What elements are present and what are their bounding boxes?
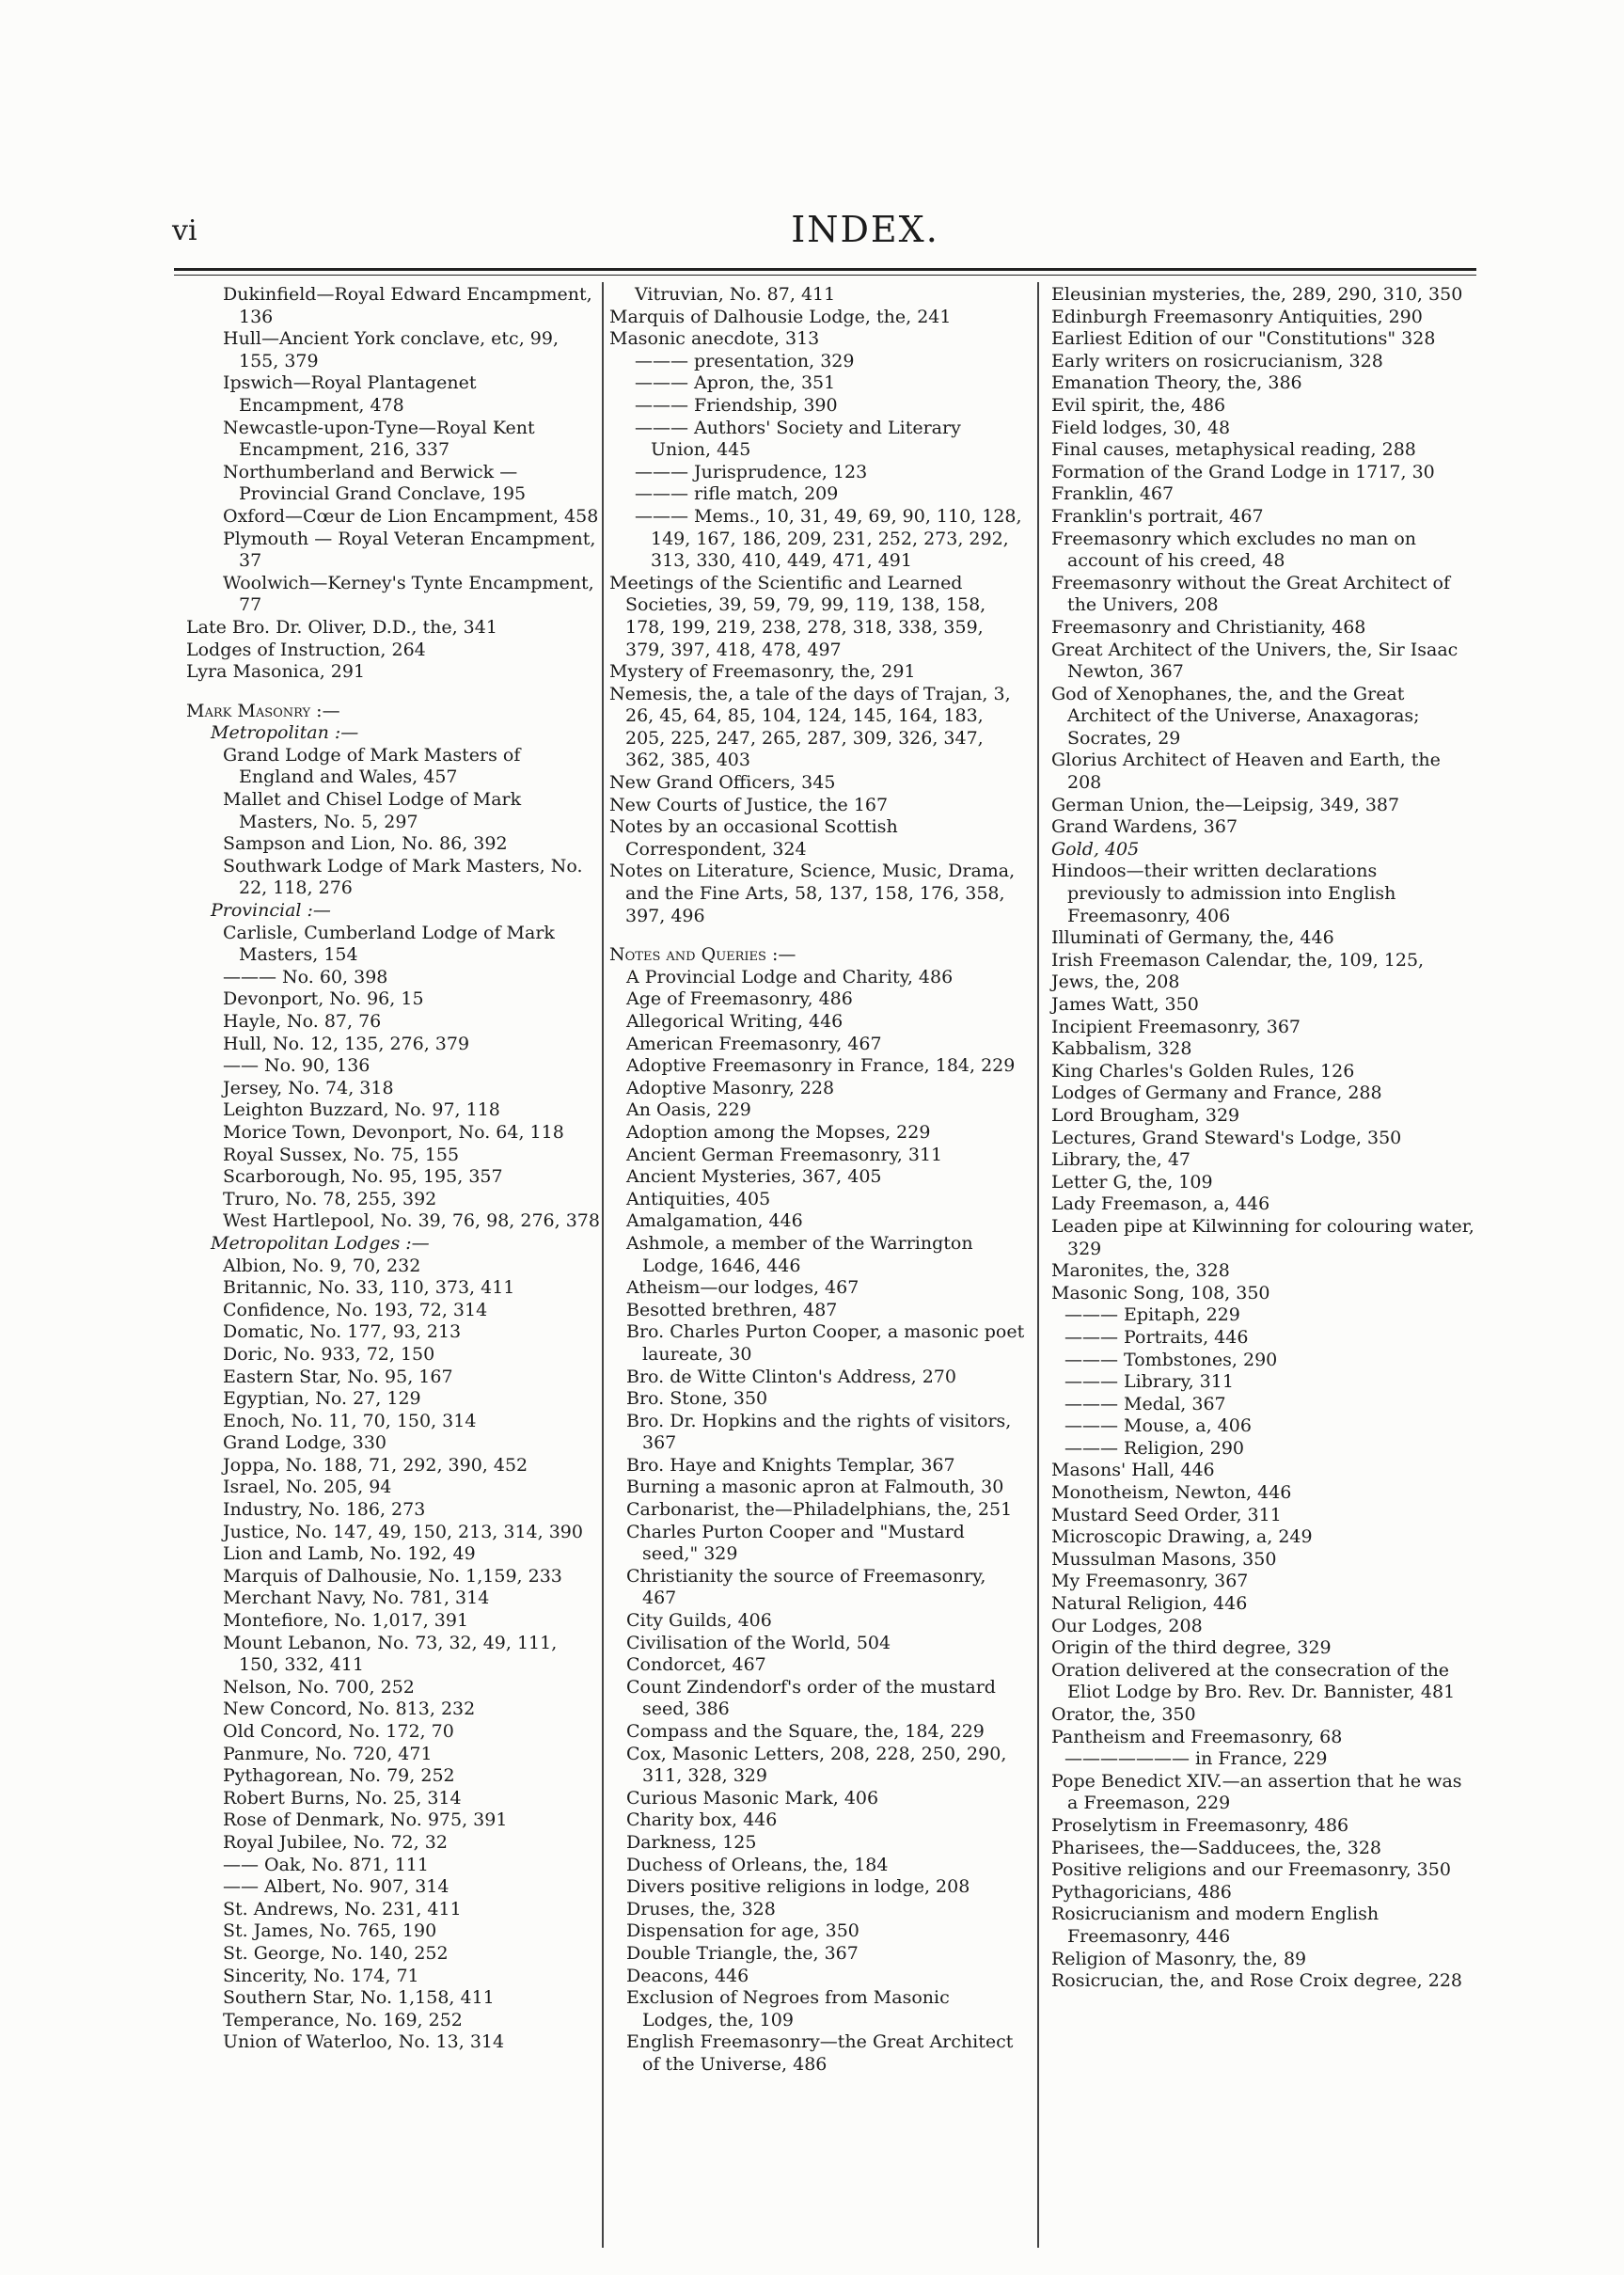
index-entry: Amalgamation, 446 — [626, 1210, 803, 1232]
index-entry: Hindoos—their written declarations previously to admission into English Freemasonry, 406 — [1051, 861, 1396, 926]
index-entry: Doric, No. 933, 72, 150 — [223, 1343, 435, 1365]
index-entry: ——— Jurisprudence, 123 — [635, 461, 868, 482]
index-entry: Leaden pipe at Kilwinning for colouring water, 329 — [1051, 1215, 1474, 1259]
index-entry: Lodges of Instruction, 264 — [186, 639, 426, 660]
index-entry: Meetings of the Scientific and Learned Societies, 39, 59, 79, 99, 119, 138, 158, 178, 199, 219, 238, 278, 318, 338, 359, 379, 397, 418, 478, 497 — [609, 572, 986, 660]
index-entry: Eleusinian mysteries, the, 289, 290, 310, 350 — [1051, 284, 1463, 305]
index-entry: Incipient Freemasonry, 367 — [1051, 1016, 1301, 1037]
index-entry: Charity box, 446 — [626, 1809, 778, 1831]
notes-and-queries-heading: Notes and Queries :— — [609, 944, 796, 966]
p-r-entries — [1051, 1771, 1474, 1993]
index-entry: Letter G, the, 109 — [1051, 1171, 1213, 1193]
index-entry: —— Albert, No. 907, 314 — [223, 1876, 449, 1898]
index-entry: Leighton Buzzard, No. 97, 118 — [223, 1099, 500, 1121]
index-entry: Marquis of Dalhousie Lodge, the, 241 — [609, 306, 952, 327]
index-entry: Ashmole, a member of the Warrington Lodge, 1646, 446 — [626, 1232, 973, 1276]
index-entry: Vitruvian, No. 87, 411 — [635, 284, 836, 305]
mark-masonry-heading: Mark Masonry :— — [186, 700, 340, 721]
index-entry: Domatic, No. 177, 93, 213 — [223, 1321, 462, 1343]
metropolitan-heading: Metropolitan :— — [211, 722, 359, 744]
index-entry: Justice, No. 147, 49, 150, 213, 314, 390 — [223, 1521, 583, 1542]
index-entry: Adoptive Freemasonry in France, 184, 229 — [626, 1055, 1016, 1077]
provincial-heading: Provincial :— — [211, 900, 331, 922]
masonic-subentries — [635, 351, 1025, 573]
index-entry: ——— Medal, 367 — [1064, 1393, 1226, 1414]
index-entry: Royal Jubilee, No. 72, 32 — [223, 1831, 448, 1853]
index-entry: Adoption among the Mopses, 229 — [626, 1121, 931, 1143]
index-entry: German Union, the—Leipsig, 349, 387 — [1051, 794, 1400, 815]
index-entry: Cox, Masonic Letters, 208, 228, 250, 290, 311, 328, 329 — [626, 1743, 1007, 1787]
pantheism-subentry — [1064, 1748, 1474, 1771]
index-entry: Origin of the third degree, 329 — [1051, 1637, 1332, 1659]
index-entry: Freemasonry and Christianity, 468 — [1051, 616, 1366, 638]
index-entry: Southwark Lodge of Mark Masters, No. 22, 118, 276 — [223, 855, 583, 899]
m-entries — [609, 307, 1025, 351]
index-entry: Mystery of Freemasonry, the, 291 — [609, 661, 916, 683]
index-entry: My Freemasonry, 367 — [1051, 1571, 1249, 1592]
e-g-entries — [1051, 284, 1474, 839]
index-entry: Oxford—Cœur de Lion Encampment, 458 — [223, 505, 599, 527]
index-entry: Microscopic Drawing, a, 249 — [1051, 1526, 1313, 1548]
index-entry: Library, the, 47 — [1051, 1149, 1191, 1171]
index-entry: Hull, No. 12, 135, 276, 379 — [223, 1033, 470, 1054]
index-entry: Druses, the, 328 — [626, 1898, 776, 1920]
index-entry: Northumberland and Berwick — Provincial Grand Conclave, 195 — [223, 461, 527, 505]
index-entry: Great Architect of the Univers, the, Sir Isaac Newton, 367 — [1051, 639, 1458, 683]
index-entry: Grand Wardens, 367 — [1051, 816, 1238, 838]
index-entry: Field lodges, 30, 48 — [1051, 417, 1231, 438]
index-entry: Atheism—our lodges, 467 — [626, 1277, 859, 1299]
metropolitan-entries — [223, 745, 601, 900]
index-entry: Kabbalism, 328 — [1051, 1038, 1192, 1060]
index-entry: —— Oak, No. 871, 111 — [223, 1854, 429, 1875]
index-entry: A Provincial Lodge and Charity, 486 — [626, 966, 954, 987]
m-n-entries — [609, 573, 1025, 928]
column-divider-right — [1037, 282, 1039, 2248]
index-entry: Sincerity, No. 174, 71 — [223, 1965, 419, 1986]
index-entry: Robert Burns, No. 25, 314 — [223, 1787, 462, 1809]
index-entry: Allegorical Writing, 446 — [626, 1011, 844, 1032]
index-entry: ——— Portraits, 446 — [1064, 1326, 1249, 1348]
index-entry: Plymouth — Royal Veteran Encampment, 37 — [223, 528, 596, 572]
index-entry: Bro. Charles Purton Cooper, a masonic poet laureate, 30 — [626, 1321, 1025, 1365]
index-entry: Dukinfield—Royal Edward Encampment, 136 — [223, 284, 592, 327]
index-entry: Egyptian, No. 27, 129 — [223, 1388, 421, 1410]
index-entry: Formation of the Grand Lodge in 1717, 30 — [1051, 461, 1435, 482]
index-entry: Lord Brougham, 329 — [1051, 1104, 1240, 1126]
index-entry: Confidence, No. 193, 72, 314 — [223, 1299, 488, 1320]
header-rule-thick — [174, 268, 1476, 271]
index-entry: Pantheism and Freemasonry, 68 — [1051, 1726, 1343, 1747]
index-entry: Notes by an occasional Scottish Correspondent, 324 — [609, 816, 898, 860]
index-entry: American Freemasonry, 467 — [626, 1033, 882, 1054]
index-entry: Final causes, metaphysical reading, 288 — [1051, 439, 1416, 461]
index-entry: Mallet and Chisel Lodge of Mark Masters, No. 5, 297 — [223, 789, 522, 832]
index-entry: ——— rifle match, 209 — [635, 483, 839, 505]
index-entry: Exclusion of Negroes from Masonic Lodges, the, 109 — [626, 1987, 950, 2030]
index-entry: New Concord, No. 813, 232 — [223, 1698, 476, 1720]
index-entry: Evil spirit, the, 486 — [1051, 394, 1226, 416]
index-entry: ——— Apron, the, 351 — [635, 372, 836, 394]
index-entry: New Courts of Justice, the 167 — [609, 794, 889, 815]
index-entry: Pope Benedict XIV.—an assertion that he was a Freemason, 229 — [1051, 1770, 1462, 1814]
index-entry: James Watt, 350 — [1051, 994, 1199, 1015]
index-entry: Orator, the, 350 — [1051, 1704, 1196, 1725]
index-entry: Pythagoricians, 486 — [1051, 1881, 1232, 1903]
index-entry: Britannic, No. 33, 110, 373, 411 — [223, 1277, 515, 1299]
page-title: INDEX. — [791, 209, 939, 250]
index-entry: Civilisation of the World, 504 — [626, 1632, 891, 1653]
index-entry: Masonic Song, 108, 350 — [1051, 1282, 1270, 1303]
index-entry: Edinburgh Freemasonry Antiquities, 290 — [1051, 306, 1423, 327]
index-entry: Mussulman Masons, 350 — [1051, 1548, 1277, 1570]
index-entry: Monotheism, Newton, 446 — [1051, 1482, 1292, 1504]
vitruvian-entry — [635, 284, 1025, 307]
index-entry: —— No. 90, 136 — [223, 1055, 371, 1077]
index-entry: Freemasonry without the Great Architect of the Univers, 208 — [1051, 572, 1451, 616]
index-entry: Temperance, No. 169, 252 — [223, 2009, 463, 2030]
index-entry: ——— Mouse, a, 406 — [1064, 1415, 1252, 1437]
index-entry: Bro. Stone, 350 — [626, 1388, 768, 1410]
index-entry: Illuminati of Germany, the, 446 — [1051, 927, 1334, 949]
column-divider-left — [602, 282, 604, 2248]
index-entry: Rosicrucian, the, and Rose Croix degree, 228 — [1051, 1970, 1463, 1992]
index-entry: Positive religions and our Freemasonry, 350 — [1051, 1859, 1451, 1881]
index-entry: Morice Town, Devonport, No. 64, 118 — [223, 1121, 564, 1143]
masonic-subentries-col3 — [1064, 1304, 1474, 1460]
metropolitan-lodges-heading: Metropolitan Lodges :— — [211, 1232, 430, 1254]
index-entry: Notes on Literature, Science, Music, Drama, and the Fine Arts, 58, 137, 158, 176, 358, 397, 496 — [609, 861, 1016, 926]
index-entry: Dispensation for age, 350 — [626, 1920, 859, 1942]
index-entry: Irish Freemason Calendar, the, 109, 125, — [1051, 949, 1425, 971]
index-entry: Woolwich—Kerney's Tynte Encampment, 77 — [223, 572, 594, 616]
index-entry: St. George, No. 140, 252 — [223, 1942, 449, 1964]
index-column-3 — [1051, 284, 1474, 1993]
index-entry: Glorius Architect of Heaven and Earth, the 208 — [1051, 750, 1441, 794]
index-entry: Rosicrucianism and modern English Freemasonry, 446 — [1051, 1904, 1380, 1947]
index-entry: Divers positive religions in lodge, 208 — [626, 1876, 970, 1898]
index-entry: Burning a masonic apron at Falmouth, 30 — [626, 1477, 1004, 1498]
header-rule-thin — [174, 275, 1476, 276]
index-entry: Lyra Masonica, 291 — [186, 661, 366, 683]
index-column-2 — [609, 284, 1025, 2077]
index-entry: Curious Masonic Mark, 406 — [626, 1787, 879, 1809]
index-entry: Our Lodges, 208 — [1051, 1615, 1203, 1636]
index-entry: ——————— in France, 229 — [1064, 1748, 1328, 1770]
index-entry: Hull—Ancient York conclave, etc, 99, 155, 379 — [223, 328, 559, 371]
index-entry: Oration delivered at the consecration of the Eliot Lodge by Bro. Rev. Dr. Bannister, 481 — [1051, 1659, 1456, 1703]
index-entry: ——— Religion, 290 — [1064, 1437, 1245, 1459]
index-entry: Albion, No. 9, 70, 232 — [223, 1255, 421, 1276]
index-entry: ——— Library, 311 — [1064, 1371, 1234, 1393]
index-entry: Carbonarist, the—Philadelphians, the, 251 — [626, 1499, 1013, 1521]
index-entry: Royal Sussex, No. 75, 155 — [223, 1144, 460, 1165]
index-entry: ——— Friendship, 390 — [635, 394, 838, 416]
index-entry: Pythagorean, No. 79, 252 — [223, 1765, 455, 1787]
index-entry: Panmure, No. 720, 471 — [223, 1743, 433, 1764]
index-entry: Nemesis, the, a tale of the days of Trajan, 3, 26, 45, 64, 85, 104, 124, 145, 164, 183, 205, 225, 247, 265, 287, 309, 326, 347, 362, 385, 403 — [609, 683, 1011, 771]
index-entry: ——— Authors' Society and Literary Union, 445 — [635, 417, 961, 461]
index-entry: Proselytism in Freemasonry, 486 — [1051, 1814, 1349, 1836]
index-entry: Darkness, 125 — [626, 1831, 757, 1853]
index-entry: Jersey, No. 74, 318 — [223, 1077, 394, 1098]
index-column-1 — [186, 284, 601, 2054]
index-entry: Industry, No. 186, 273 — [223, 1499, 426, 1521]
page-number: vi — [172, 214, 197, 247]
notes-and-queries-entries — [626, 967, 1025, 2077]
m-p-entries — [1051, 1460, 1474, 1748]
index-entry: An Oasis, 229 — [626, 1099, 751, 1121]
provincial-entries — [223, 923, 601, 1233]
index-entry: Bro. de Witte Clinton's Address, 270 — [626, 1366, 956, 1387]
index-entry: Bro. Dr. Hopkins and the rights of visitors, 367 — [626, 1410, 1012, 1454]
encampment-entries — [223, 284, 601, 617]
index-entry: Israel, No. 205, 94 — [223, 1477, 392, 1498]
index-entry: Grand Lodge, 330 — [223, 1432, 386, 1454]
index-entry: Pharisees, the—Sadducees, the, 328 — [1051, 1837, 1382, 1858]
h-m-entries — [1051, 861, 1474, 1304]
index-entry: God of Xenophanes, the, and the Great Architect of the Universe, Anaxagoras; Socrates, 29 — [1051, 683, 1420, 749]
metropolitan-lodges-entries — [223, 1256, 601, 2054]
index-entry: Devonport, No. 96, 15 — [223, 988, 424, 1010]
index-entry: Franklin's portrait, 467 — [1051, 505, 1264, 527]
index-entry: Masons' Hall, 446 — [1051, 1460, 1215, 1481]
index-entry: Sampson and Lion, No. 86, 392 — [223, 833, 508, 855]
index-entry: ——— Tombstones, 290 — [1064, 1349, 1278, 1370]
index-entry: Double Triangle, the, 367 — [626, 1942, 859, 1964]
gold-entry: Gold, 405 — [1051, 838, 1140, 860]
index-entry: Union of Waterloo, No. 13, 314 — [223, 2031, 505, 2053]
index-entry: Condorcet, 467 — [626, 1654, 766, 1676]
index-entry: Mustard Seed Order, 311 — [1051, 1504, 1282, 1525]
index-entry: Adoptive Masonry, 228 — [626, 1077, 835, 1098]
index-entry: Duchess of Orleans, the, 184 — [626, 1854, 889, 1875]
index-entry: Early writers on rosicrucianism, 328 — [1051, 350, 1383, 371]
index-entry: Montefiore, No. 1,017, 391 — [223, 1610, 469, 1632]
index-entry: Lady Freemason, a, 446 — [1051, 1193, 1270, 1215]
index-entry: Christianity the source of Freemasonry, 467 — [626, 1565, 986, 1609]
index-entry: Ipswich—Royal Plantagenet Encampment, 478 — [223, 372, 477, 416]
index-entry: Marquis of Dalhousie, No. 1,159, 233 — [223, 1565, 562, 1587]
index-entry: Lectures, Grand Steward's Lodge, 350 — [1051, 1127, 1402, 1148]
index-entry: Freemasonry which excludes no man on account of his creed, 48 — [1051, 528, 1416, 572]
index-entry: City Guilds, 406 — [626, 1610, 772, 1632]
index-entry: New Grand Officers, 345 — [609, 772, 836, 794]
index-entry: Count Zindendorf's order of the mustard seed, 386 — [626, 1676, 996, 1720]
index-entry: Ancient German Freemasonry, 311 — [626, 1144, 943, 1165]
index-entry: Lodges of Germany and France, 288 — [1051, 1082, 1382, 1104]
index-entry: Deacons, 446 — [626, 1965, 749, 1986]
index-entry: Rose of Denmark, No. 975, 391 — [223, 1809, 508, 1831]
index-entry: Grand Lodge of Mark Masters of England and Wales, 457 — [223, 744, 521, 788]
index-entry: Franklin, 467 — [1051, 483, 1175, 505]
index-entry: Ancient Mysteries, 367, 405 — [626, 1166, 882, 1188]
index-entry: Late Bro. Dr. Oliver, D.D., the, 341 — [186, 616, 497, 638]
index-entry: Earliest Edition of our "Constitutions" 328 — [1051, 328, 1436, 350]
index-entry: Eastern Star, No. 95, 167 — [223, 1366, 453, 1387]
index-entry: ——— presentation, 329 — [635, 350, 855, 371]
index-entry: Charles Purton Cooper and "Mustard seed," 329 — [626, 1521, 965, 1565]
index-entry: Hayle, No. 87, 76 — [223, 1011, 382, 1032]
index-entry: Masonic anecdote, 313 — [609, 328, 820, 350]
index-entry: St. James, No. 765, 190 — [223, 1920, 437, 1942]
index-entry: St. Andrews, No. 231, 411 — [223, 1898, 462, 1920]
index-entry: Scarborough, No. 95, 195, 357 — [223, 1166, 503, 1188]
index-entry: West Hartlepool, No. 39, 76, 98, 276, 378 — [223, 1210, 600, 1232]
index-entry: Old Concord, No. 172, 70 — [223, 1721, 454, 1742]
index-entry: Carlisle, Cumberland Lodge of Mark Masters, 154 — [223, 922, 555, 966]
index-entry: King Charles's Golden Rules, 126 — [1051, 1060, 1355, 1082]
index-entry: Mount Lebanon, No. 73, 32, 49, 111, 150, 332, 411 — [223, 1632, 558, 1676]
index-entry: Religion of Masonry, the, 89 — [1051, 1948, 1307, 1969]
index-entry: Natural Religion, 446 — [1051, 1593, 1248, 1615]
index-entry: Nelson, No. 700, 252 — [223, 1676, 415, 1698]
index-entry: English Freemasonry—the Great Architect of the Universe, 486 — [626, 2031, 1014, 2075]
index-entry: Truro, No. 78, 255, 392 — [223, 1188, 437, 1209]
index-entry: Maronites, the, 328 — [1051, 1260, 1230, 1282]
index-entry: Compass and the Square, the, 184, 229 — [626, 1721, 985, 1742]
index-entry: Bro. Haye and Knights Templar, 367 — [626, 1454, 955, 1476]
index-entry: Newcastle-upon-Tyne—Royal Kent Encampment, 216, 337 — [223, 417, 535, 461]
index-entry: Jews, the, 208 — [1051, 972, 1180, 993]
index-entry: ——— No. 60, 398 — [223, 966, 388, 987]
index-entry: Emanation Theory, the, 386 — [1051, 372, 1302, 394]
index-entry: Southern Star, No. 1,158, 411 — [223, 1987, 495, 2009]
index-entry: Merchant Navy, No. 781, 314 — [223, 1588, 490, 1609]
index-entry: Besotted brethren, 487 — [626, 1299, 838, 1320]
index-entry: ——— Epitaph, 229 — [1064, 1304, 1240, 1326]
index-entry: ——— Mems., 10, 31, 49, 69, 90, 110, 128, 149, 167, 186, 209, 231, 252, 273, 292, 313, 330, 410, 449, 471, 491 — [635, 505, 1022, 572]
l-entries — [186, 617, 601, 684]
index-entry: Lion and Lamb, No. 192, 49 — [223, 1543, 476, 1565]
index-entry: Joppa, No. 188, 71, 292, 390, 452 — [223, 1454, 528, 1476]
index-entry: Antiquities, 405 — [626, 1188, 771, 1209]
index-entry: Enoch, No. 11, 70, 150, 314 — [223, 1410, 477, 1431]
index-entry: Age of Freemasonry, 486 — [626, 988, 853, 1010]
